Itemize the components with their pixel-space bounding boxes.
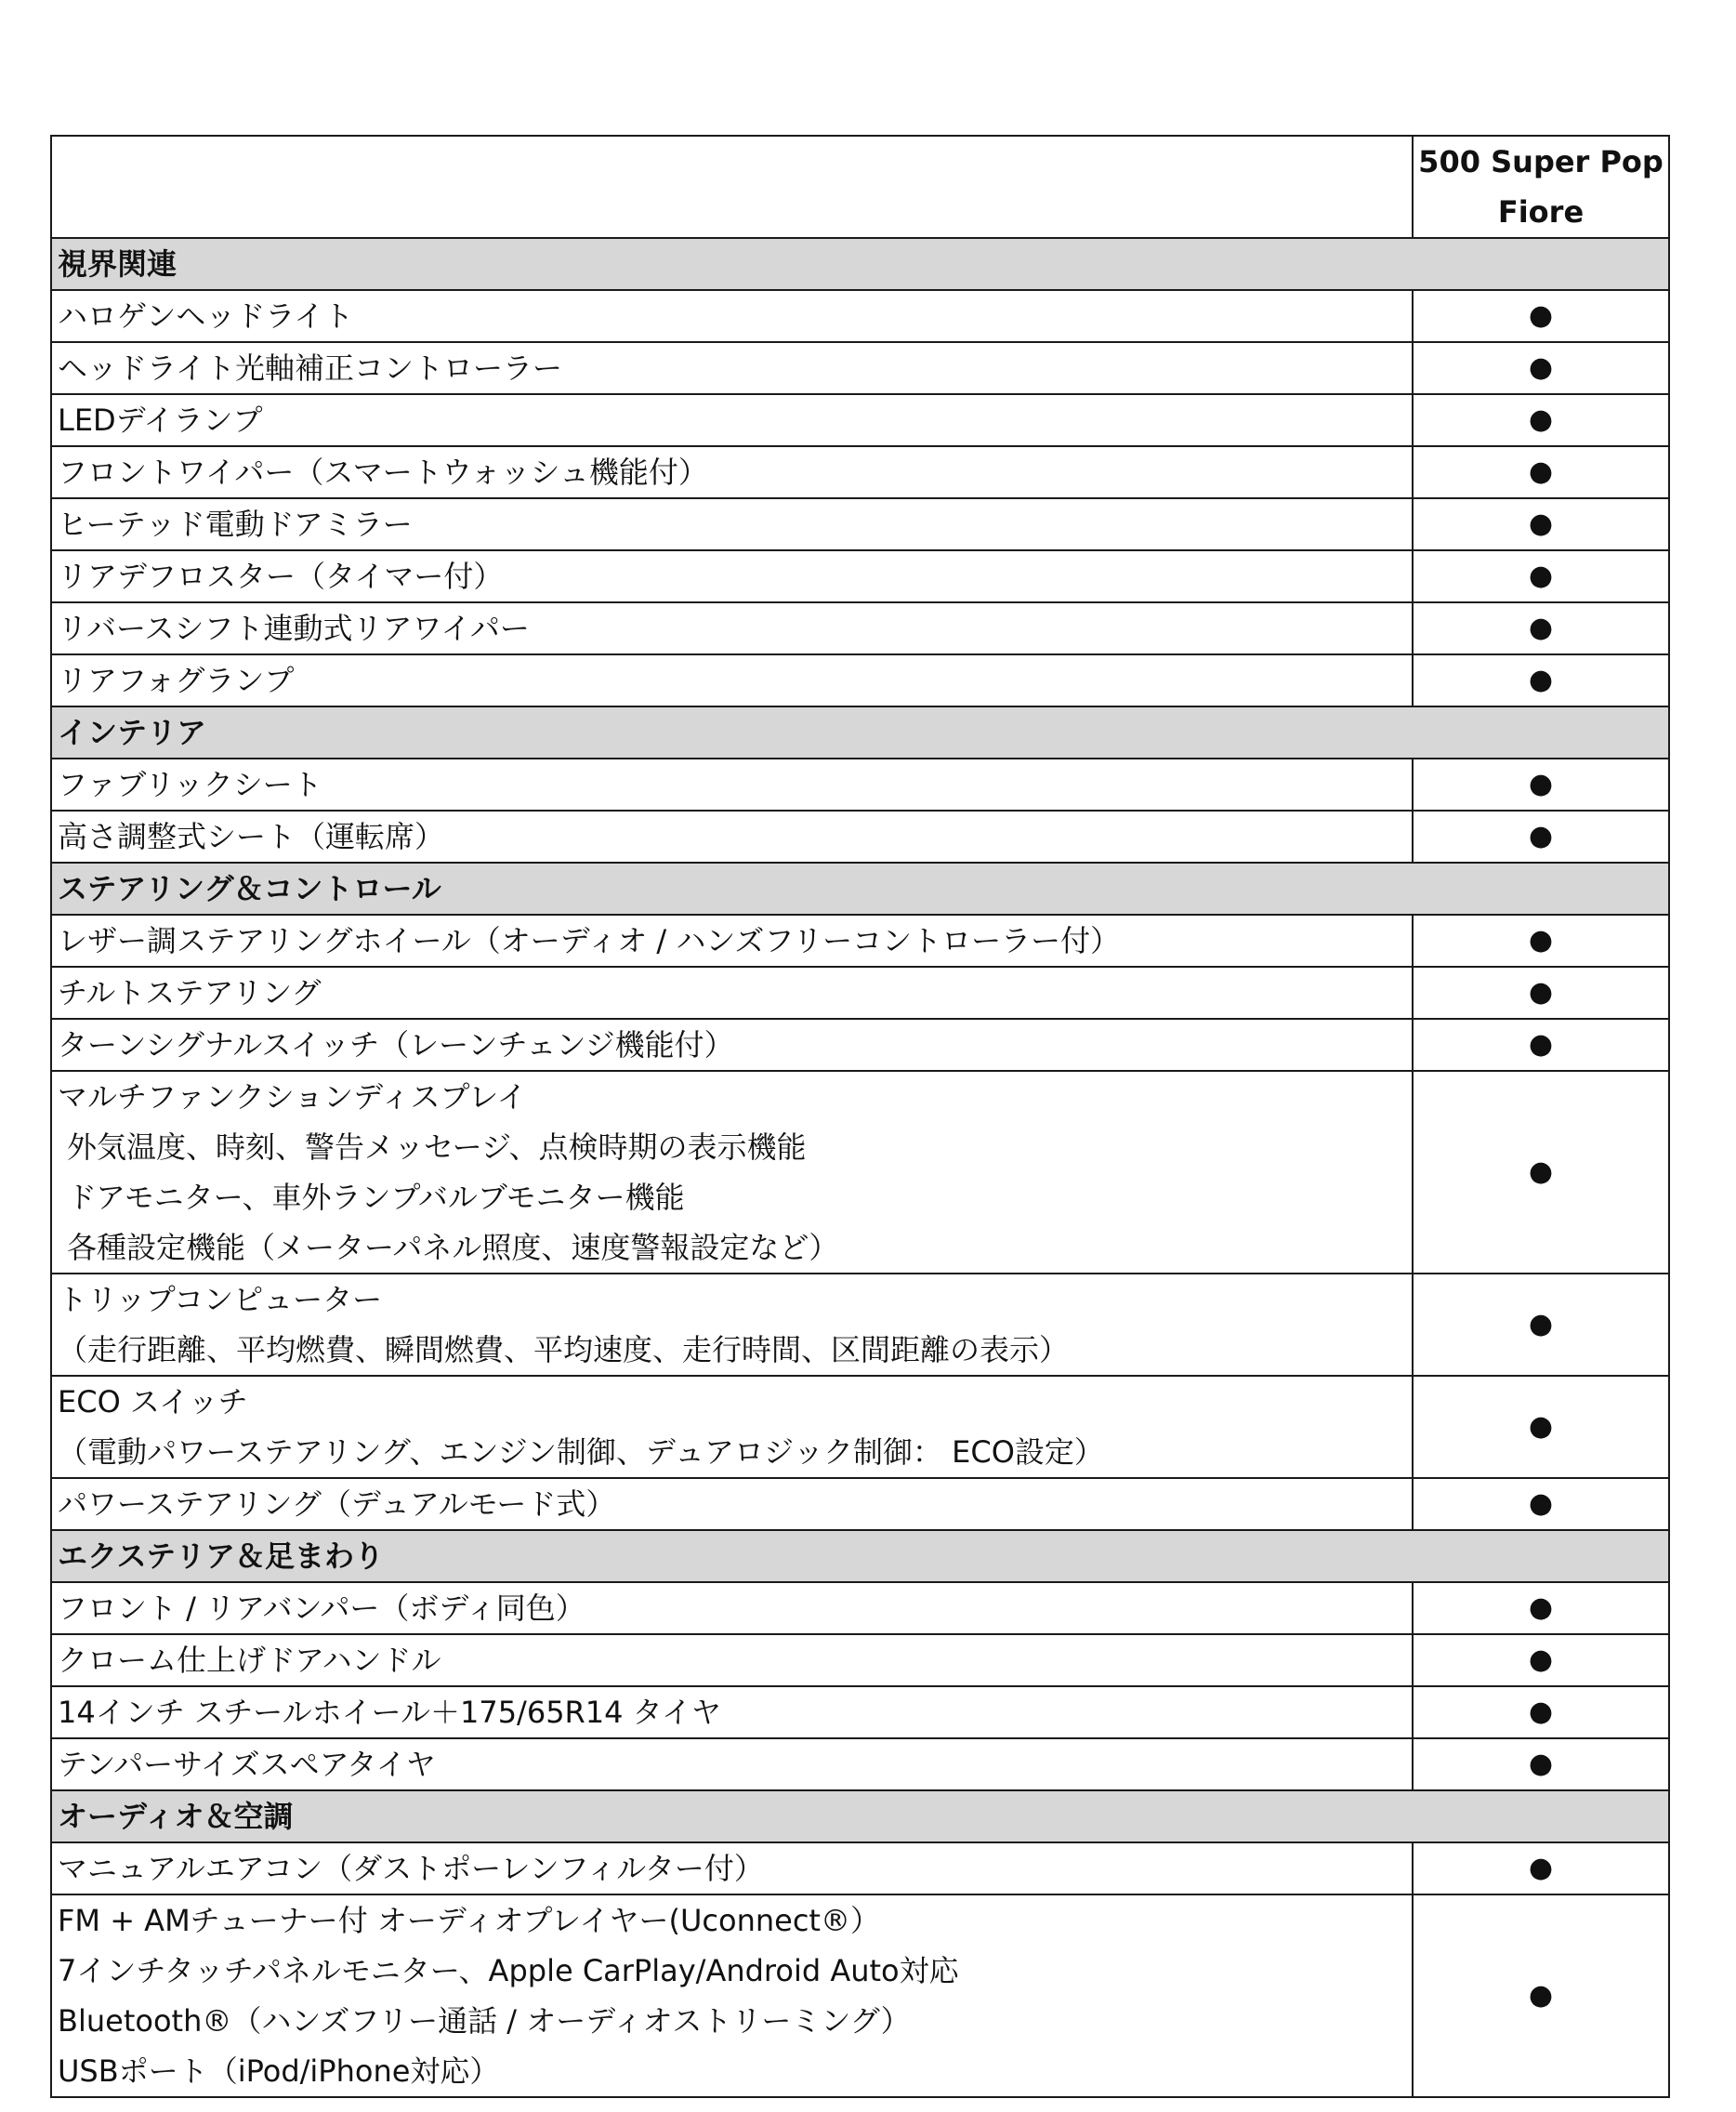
standard-equipment-mark: ● — [1413, 654, 1669, 706]
standard-equipment-mark: ● — [1413, 550, 1669, 602]
section-row — [51, 1790, 1669, 1842]
feature-cell — [51, 654, 1413, 706]
feature-text: マルチファンクションディスプレイ — [58, 1079, 527, 1115]
feature-text: （走行距離、平均燃費、瞬間燃費、平均速度、走行時間、区間距離の表示） — [58, 1332, 1070, 1367]
feature-cell — [51, 602, 1413, 654]
feature-cell — [51, 1842, 1413, 1894]
standard-equipment-mark: ● — [1413, 290, 1669, 342]
feature-text: トリップコンピューター — [58, 1282, 383, 1317]
feature-cell — [51, 446, 1413, 498]
feature-text: リアデフロスター（タイマー付） — [58, 559, 504, 594]
standard-equipment-mark: ● — [1413, 1274, 1669, 1376]
feature-text: フロントワイパー（スマートウォッシュ機能付） — [58, 455, 708, 490]
feature-row — [51, 550, 1669, 602]
feature-row — [51, 1738, 1669, 1790]
feature-text: ターンシグナルスイッチ（レーンチェンジ機能付） — [58, 1027, 734, 1063]
feature-cell — [51, 1582, 1413, 1634]
feature-text: 高さ調整式シート（運転席） — [58, 819, 445, 854]
table-header-row — [51, 136, 1669, 238]
feature-cell — [51, 1894, 1413, 2097]
standard-equipment-mark: ● — [1413, 1738, 1669, 1790]
feature-text: リアフォグランプ — [58, 663, 295, 698]
feature-row — [51, 759, 1669, 811]
standard-equipment-mark: ● — [1413, 1842, 1669, 1894]
feature-row — [51, 1019, 1669, 1071]
feature-text: FM + AMチューナー付 オーディオプレイヤー(Uconnect®） — [58, 1903, 880, 1938]
feature-cell — [51, 1019, 1413, 1071]
model-grade: Fiore — [1497, 194, 1585, 230]
feature-cell — [51, 1634, 1413, 1686]
feature-row — [51, 967, 1669, 1019]
section-row — [51, 238, 1669, 290]
feature-text: ヘッドライト光軸補正コントローラー — [58, 350, 563, 386]
model-header-cell — [1413, 136, 1669, 238]
feature-text: レザー調ステアリングホイール（オーディオ / ハンズフリーコントローラー付） — [58, 923, 1121, 958]
feature-row — [51, 915, 1669, 967]
feature-row — [51, 1634, 1669, 1686]
standard-equipment-mark: ● — [1413, 1634, 1669, 1686]
feature-cell — [51, 550, 1413, 602]
feature-text: 7インチタッチパネルモニター、Apple CarPlay/Android Auto対応 — [58, 1953, 959, 1988]
section-title: インテリア — [51, 706, 1669, 759]
standard-equipment-mark: ● — [1413, 498, 1669, 550]
standard-equipment-mark: ● — [1413, 602, 1669, 654]
standard-equipment-mark: ● — [1413, 1582, 1669, 1634]
section-title: オーディオ＆空調 — [51, 1790, 1669, 1842]
feature-row — [51, 1274, 1669, 1376]
standard-equipment-mark: ● — [1413, 1894, 1669, 2097]
feature-cell — [51, 1376, 1413, 1478]
feature-text: （電動パワーステアリング、エンジン制御、デュアロジック制御： ECO設定） — [58, 1434, 1104, 1470]
feature-text: 外気温度、時刻、警告メッセージ、点検時期の表示機能 — [67, 1129, 807, 1165]
section-row — [51, 1530, 1669, 1582]
feature-cell — [51, 811, 1413, 863]
standard-equipment-mark: ● — [1413, 915, 1669, 967]
feature-cell — [51, 915, 1413, 967]
feature-row — [51, 290, 1669, 342]
feature-cell — [51, 1071, 1413, 1274]
feature-text: パワーステアリング（デュアルモード式） — [58, 1486, 616, 1522]
standard-equipment-mark: ● — [1413, 1686, 1669, 1738]
feature-text: LEDデイランプ — [58, 403, 263, 438]
feature-text: ファブリックシート — [58, 767, 322, 802]
feature-cell — [51, 1274, 1413, 1376]
section-title: エクステリア＆足まわり — [51, 1530, 1669, 1582]
feature-row — [51, 446, 1669, 498]
feature-text: ドアモニター、車外ランプバルブモニター機能 — [67, 1180, 685, 1215]
feature-text: チルトステアリング — [58, 975, 322, 1010]
feature-cell — [51, 967, 1413, 1019]
feature-row — [51, 654, 1669, 706]
feature-text: 14インチ スチールホイール＋175/65R14 タイヤ — [58, 1695, 722, 1730]
feature-cell — [51, 498, 1413, 550]
standard-equipment-mark: ● — [1413, 811, 1669, 863]
standard-equipment-mark: ● — [1413, 967, 1669, 1019]
feature-text: フロント / リアバンパー（ボディ同色） — [58, 1591, 585, 1626]
feature-row — [51, 394, 1669, 446]
feature-text: ヒーテッド電動ドアミラー — [58, 507, 413, 542]
section-row — [51, 863, 1669, 915]
standard-equipment-mark: ● — [1413, 342, 1669, 394]
section-row — [51, 706, 1669, 759]
standard-equipment-mark: ● — [1413, 759, 1669, 811]
feature-row — [51, 498, 1669, 550]
feature-row — [51, 811, 1669, 863]
feature-row — [51, 1842, 1669, 1894]
feature-text: リバースシフト連動式リアワイパー — [58, 611, 530, 646]
feature-row — [51, 1894, 1669, 2097]
section-title: ステアリング＆コントロール — [51, 863, 1669, 915]
feature-row — [51, 1376, 1669, 1478]
feature-row — [51, 1071, 1669, 1274]
standard-equipment-mark: ● — [1413, 1019, 1669, 1071]
feature-cell — [51, 342, 1413, 394]
feature-row — [51, 342, 1669, 394]
feature-cell — [51, 1738, 1413, 1790]
feature-row — [51, 1582, 1669, 1634]
feature-cell — [51, 394, 1413, 446]
feature-cell — [51, 1478, 1413, 1530]
standard-equipment-mark: ● — [1413, 446, 1669, 498]
feature-text: ハロゲンヘッドライト — [58, 298, 354, 334]
standard-equipment-mark: ● — [1413, 1478, 1669, 1530]
equipment-spec-table — [50, 135, 1670, 2098]
section-title: 視界関連 — [51, 238, 1669, 290]
feature-cell — [51, 290, 1413, 342]
feature-row — [51, 1686, 1669, 1738]
feature-text: Bluetooth®（ハンズフリー通話 / オーディオストリーミング） — [58, 2003, 911, 2039]
feature-text: 各種設定機能（メーターパネル照度、速度警報設定など） — [67, 1230, 839, 1265]
feature-text: クローム仕上げドアハンドル — [58, 1643, 441, 1678]
table-body — [51, 136, 1669, 2097]
feature-header-cell — [51, 136, 1413, 238]
model-name: 500 Super Pop — [1418, 144, 1664, 179]
feature-text: テンパーサイズスペアタイヤ — [58, 1747, 436, 1782]
feature-cell — [51, 1686, 1413, 1738]
standard-equipment-mark: ● — [1413, 394, 1669, 446]
standard-equipment-mark: ● — [1413, 1376, 1669, 1478]
feature-text: マニュアルエアコン（ダストポーレンフィルター付） — [58, 1851, 764, 1886]
feature-text: USBポート（iPod/iPhone対応） — [58, 2053, 500, 2089]
feature-text: ECO スイッチ — [58, 1384, 248, 1419]
standard-equipment-mark: ● — [1413, 1071, 1669, 1274]
feature-row — [51, 602, 1669, 654]
feature-cell — [51, 759, 1413, 811]
feature-row — [51, 1478, 1669, 1530]
